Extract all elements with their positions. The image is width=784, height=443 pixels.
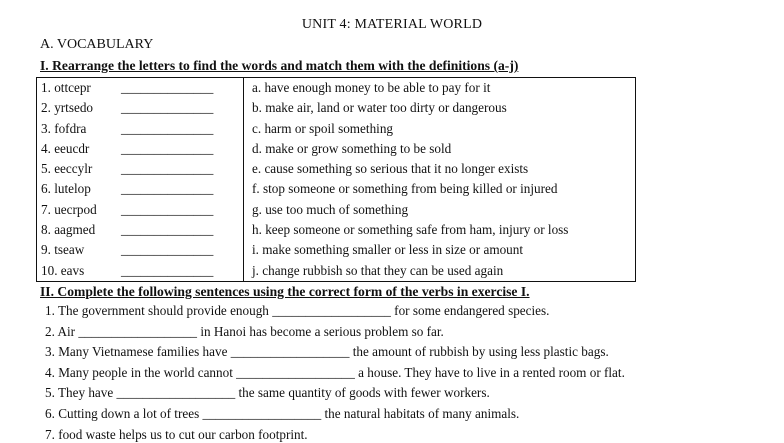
scrambled-word-cell [37,159,244,179]
definition: g. use too much of something [252,201,409,217]
sentence-item: 4. Many people in the world cannot __________________ a house. They have to live in a rented room or flat. [45,364,625,380]
definition: f. stop someone or something from being killed or injured [252,181,558,197]
table-row [37,98,636,118]
table-row [37,78,636,99]
definition: c. harm or spoil something [252,120,394,136]
definition: a. have enough money to be able to pay for it [252,80,491,95]
scrambled-word-cell [37,261,244,282]
answer-blank[interactable]: ______________ [121,100,214,116]
scrambled-word-cell [37,98,244,118]
sentence-item: 6. Cutting down a lot of trees __________________ the natural habitats of many animals. [45,406,520,421]
exercise-2-heading: II. Complete the following sentences using the correct form of the verbs in exercise I. [40,284,530,299]
scrambled-word: 9. tseaw [41,242,85,258]
scrambled-word-cell [37,179,244,199]
definition: d. make or grow something to be sold [252,140,452,156]
exercise-1-heading: I. Rearrange the letters to find the words and match them with the definitions (a-j) [40,58,519,73]
definition: j. change rubbish so that they can be used again [252,262,504,278]
scrambled-word-cell [37,240,244,260]
answer-blank[interactable]: ______________ [121,181,214,197]
table-row [37,119,636,139]
scrambled-word: 5. eeccylr [41,161,93,177]
table-row [37,220,636,240]
answer-blank[interactable]: ______________ [121,262,214,278]
sentence-item: 3. Many Vietnamese families have __________________ the amount of rubbish by using less plastic bags. [45,344,609,360]
definition: b. make air, land or water too dirty or dangerous [252,100,507,116]
sentence-item: 7. food waste helps us to cut our carbon footprint. [45,426,308,442]
scrambled-word-cell [37,78,244,99]
sentence-item: 2. Air __________________ in Hanoi has become a serious problem so far. [45,323,444,339]
scrambled-word: 6. lutelop [41,181,91,197]
answer-blank[interactable]: ______________ [121,201,214,217]
scrambled-word-cell [37,200,244,220]
table-row [37,159,636,179]
scrambled-word: 7. uecrpod [41,201,97,217]
table-row [37,261,636,282]
scrambled-word: 2. yrtsedo [41,100,94,116]
scrambled-word: 3. fofdra [41,120,87,136]
answer-blank[interactable]: ______________ [121,161,214,177]
scrambled-word-cell [37,119,244,139]
answer-blank[interactable]: ______________ [121,242,214,258]
scrambled-word: 8. aagmed [41,222,96,238]
definition: h. keep someone or something safe from ham, injury or loss [252,222,569,238]
scrambled-word-cell [37,139,244,159]
scrambled-word: 10. eavs [41,262,85,278]
definition: i. make something smaller or less in size or amount [252,242,524,258]
scrambled-word: 1. ottcepr [41,80,91,95]
answer-blank[interactable]: ______________ [121,120,214,136]
sentence-item: 1. The government should provide enough __________________ for some endangered species. [45,303,550,318]
page-title: UNIT 4: MATERIAL WORLD [301,17,483,32]
sentence-item: 5. They have __________________ the same quantity of goods with fewer workers. [45,385,490,401]
table-row [37,179,636,199]
definition: e. cause something so serious that it no longer exists [252,161,529,177]
scrambled-word: 4. eeucdr [41,140,90,156]
section-heading: A. VOCABULARY [40,37,154,52]
answer-blank[interactable]: ______________ [121,222,214,238]
scrambled-word-cell [37,220,244,240]
table-row [37,200,636,220]
vocabulary-table [36,77,636,282]
answer-blank[interactable]: ______________ [121,140,214,156]
answer-blank[interactable]: ______________ [121,80,214,95]
table-row [37,139,636,159]
table-row [37,240,636,260]
